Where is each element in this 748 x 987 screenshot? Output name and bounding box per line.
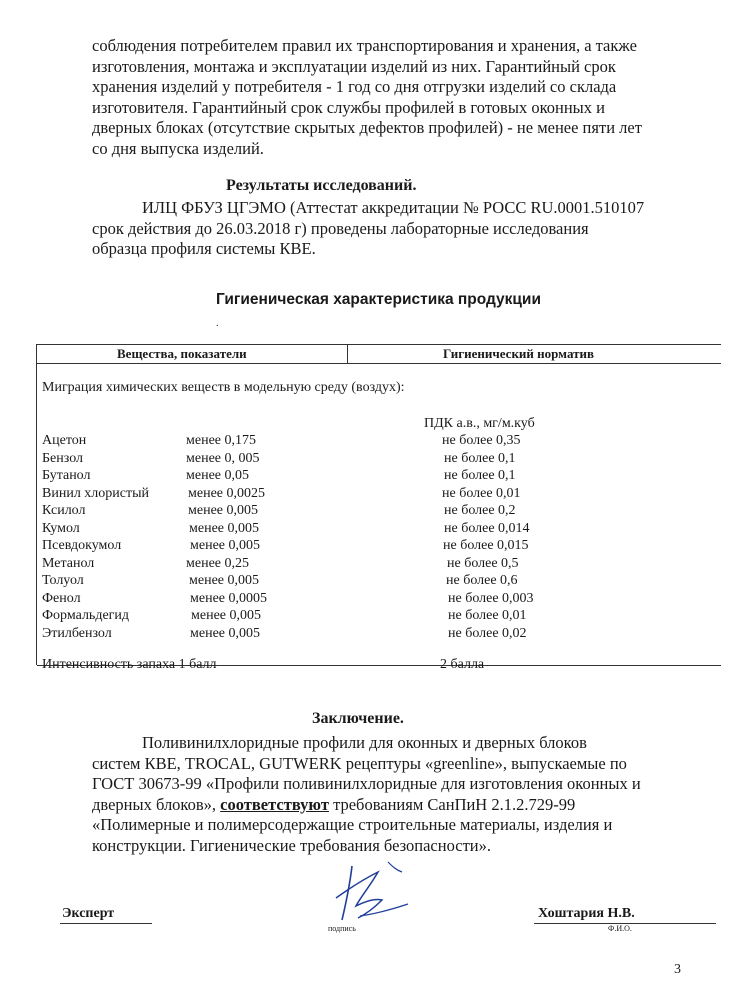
substance-name: Бутанол (42, 468, 91, 483)
norm-value: не более 0,35 (442, 433, 521, 448)
expert-name: Хоштария Н.В. (538, 906, 635, 921)
page-number: 3 (674, 962, 681, 977)
results-line: образца профиля системы КВЕ. (92, 239, 316, 258)
norm-value: не более 0,015 (443, 538, 529, 553)
odor-intensity-label: Интенсивность запаха 1 балл (42, 657, 217, 672)
measured-value: менее 0,005 (189, 573, 259, 588)
measured-value: менее 0,005 (189, 520, 259, 536)
measured-value: менее 0,25 (186, 555, 249, 571)
conclusion-heading: Заключение. (312, 710, 404, 727)
intro-line: соблюдения потребителем правил их транспортирования и хранения, а также (92, 36, 637, 55)
measured-value: менее 0,0005 (190, 590, 267, 606)
intro-line: хранения изделий у потребителя - 1 год со дня отгрузки изделий со склада (92, 77, 617, 96)
fio-caption: Ф.И.О. (608, 924, 632, 933)
results-heading: Результаты исследований. (226, 177, 417, 194)
substance-name: Метанол (42, 555, 95, 571)
measured-value: менее 0,0025 (188, 485, 265, 501)
pdk-label: ПДК а.в., мг/м.куб (424, 416, 535, 431)
norm-value: не более 0,01 (448, 608, 527, 623)
norm-value: не более 0,6 (446, 573, 518, 588)
substance-name: Ацетон (42, 433, 87, 448)
measured-value: менее 0,05 (186, 468, 249, 483)
conclusion-emphasis: соответствуют (220, 794, 329, 814)
substance-name: Винил хлористый (42, 485, 150, 501)
measured-value: менее 0, 005 (186, 450, 260, 466)
norm-value: не более 0,01 (442, 485, 521, 501)
substance-name: Фенол (42, 590, 81, 606)
conclusion-line: «Полимерные и полимерсодержащие строительные материалы, изделия и (92, 815, 613, 834)
expert-label: Эксперт (62, 906, 115, 921)
expert-signature-line (60, 923, 152, 924)
handwritten-signature (330, 858, 420, 928)
substance-name: Ксилол (42, 503, 86, 518)
header-norm: Гигиенический норматив (443, 346, 595, 361)
header-divider (347, 345, 348, 363)
intro-line: изготовления, монтажа и эксплуатации изделий из них. Гарантийный срок (92, 56, 616, 76)
table-dot: . (216, 318, 219, 329)
norm-value: не более 0,1 (444, 450, 516, 466)
intro-paragraph (92, 36, 642, 159)
intro-line: дверных блоках (отсутствие скрытых дефектов профилей) - не менее пяти лет (92, 118, 642, 137)
norm-value: не более 0,02 (448, 625, 527, 641)
results-paragraph (92, 198, 644, 260)
substance-name: Кумол (42, 520, 80, 536)
intro-line: со дня выпуска изделий. (92, 138, 264, 158)
migration-label: Миграция химических веществ в модельную среду (воздух): (42, 380, 405, 395)
substance-name: Формальдегид (42, 608, 130, 623)
substance-name: Толуол (42, 573, 84, 588)
conclusion-line: Поливинилхлоридные профили для оконных и дверных блоков (142, 733, 587, 752)
results-line: ИЛЦ ФБУЗ ЦГЭМО (Аттестат аккредитации № РОСС RU.0001.510107 (142, 198, 645, 217)
signature-caption: подпись (328, 924, 356, 933)
intro-line: изготовителя. Гарантийный срок службы профилей в готовых оконных и (92, 97, 605, 117)
conclusion-line: ГОСТ 30673-99 «Профили поливинилхлоридные для изготовления оконных и (92, 774, 641, 793)
measured-value: менее 0,005 (190, 625, 260, 641)
conclusion-text: требованиям СанПиН 2.1.2.729-99 (328, 794, 576, 814)
measured-value: менее 0,175 (186, 433, 256, 448)
results-line: срок действия до 26.03.2018 г) проведены лабораторные исследования (92, 218, 589, 238)
norm-value: не более 0,1 (444, 468, 516, 483)
table-header (37, 345, 721, 364)
norm-values (0, 432, 534, 642)
measured-value: менее 0,005 (190, 538, 260, 553)
substance-name: Этилбензол (42, 625, 112, 641)
odor-intensity-norm: 2 балла (440, 657, 485, 672)
conclusion-text: дверных блоков», (92, 794, 221, 814)
conclusion-line: конструкции. Гигиенические требования безопасности». (92, 835, 491, 855)
header-substances: Вещества, показатели (117, 346, 247, 361)
substance-name: Бензол (42, 450, 83, 466)
norm-value: не более 0,014 (444, 520, 530, 536)
measured-value: менее 0,005 (188, 503, 258, 518)
conclusion-line: систем КВЕ, TROCAL, GUTWERK рецептуры «greenline», выпускаемые по (92, 753, 627, 773)
table-title: Гигиеническая характеристика продукции (216, 291, 541, 308)
conclusion-line (92, 795, 641, 816)
substance-name: Псевдокумол (42, 538, 122, 553)
norm-value: не более 0,2 (444, 503, 516, 518)
measured-value: менее 0,005 (191, 608, 261, 623)
conclusion-paragraph (92, 733, 641, 856)
norm-value: не более 0,003 (448, 590, 534, 606)
norm-value: не более 0,5 (447, 555, 519, 571)
